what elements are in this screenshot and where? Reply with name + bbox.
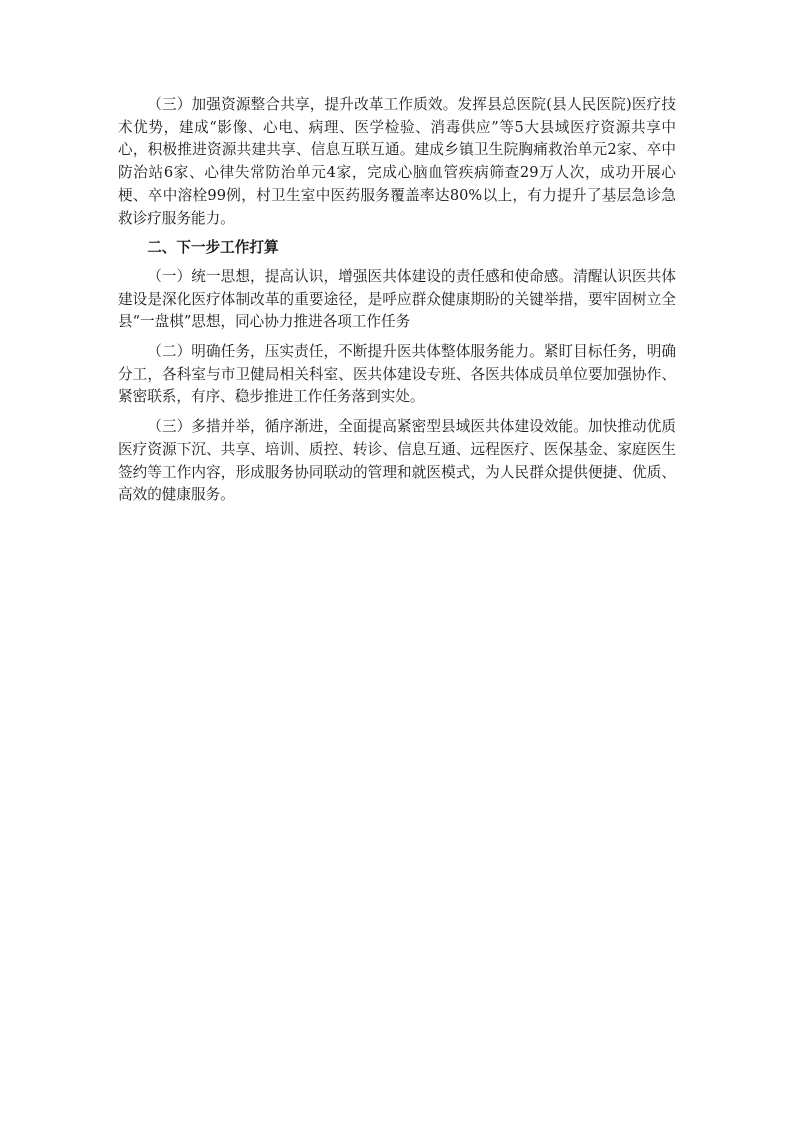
paragraph-unify-thinking: （一）统一思想，提高认识，增强医共体建设的责任感和使命感。清醒认识医共体建设是深化医疗体制改革的重要途径，是呼应群众健康期盼的关键举措，要牢固树立全县“一盘棋”思想，同心协力推进各项工作任务	[118, 267, 676, 331]
paragraph-clarify-tasks: （二）明确任务，压实责任，不断提升医共体整体服务能力。紧盯目标任务，明确分工，各科室与市卫健局相关科室、医共体建设专班、各医共体成员单位要加强协作、紧密联系，有序、稳步推进工作任务落到实处。	[118, 343, 676, 406]
document-page	[118, 94, 676, 514]
section-heading-next-steps: 二、下一步工作打算	[147, 239, 279, 257]
paragraph-resource-integration: （三）加强资源整合共享，提升改革工作质效。发挥县总医院(县人民医院)医疗技术优势，建成“影像、心电、病理、医学检验、消毒供应”等5大县域医疗资源共享中心，积极推进资源共建共享、信息互联互通。建成乡镇卫生院胸痛救治单元2家、卒中防治站6家、心律失常防治单元4家，完成心脑血管疾病筛查29万人次，成功开展心梗、卒中溶栓99例，村卫生室中医药服务覆盖率达80%以上，有力提升了基层急诊急救诊疗服务能力。	[118, 96, 676, 227]
paragraph-multiple-measures: （三）多措并举，循序渐进，全面提高紧密型县域医共体建设效能。加快推动优质医疗资源下沉、共享、培训、质控、转诊、信息互通、远程医疗、医保基金、家庭医生签约等工作内容，形成服务协同联动的管理和就医模式，为人民群众提供便捷、优质、高效的健康服务。	[118, 418, 676, 504]
